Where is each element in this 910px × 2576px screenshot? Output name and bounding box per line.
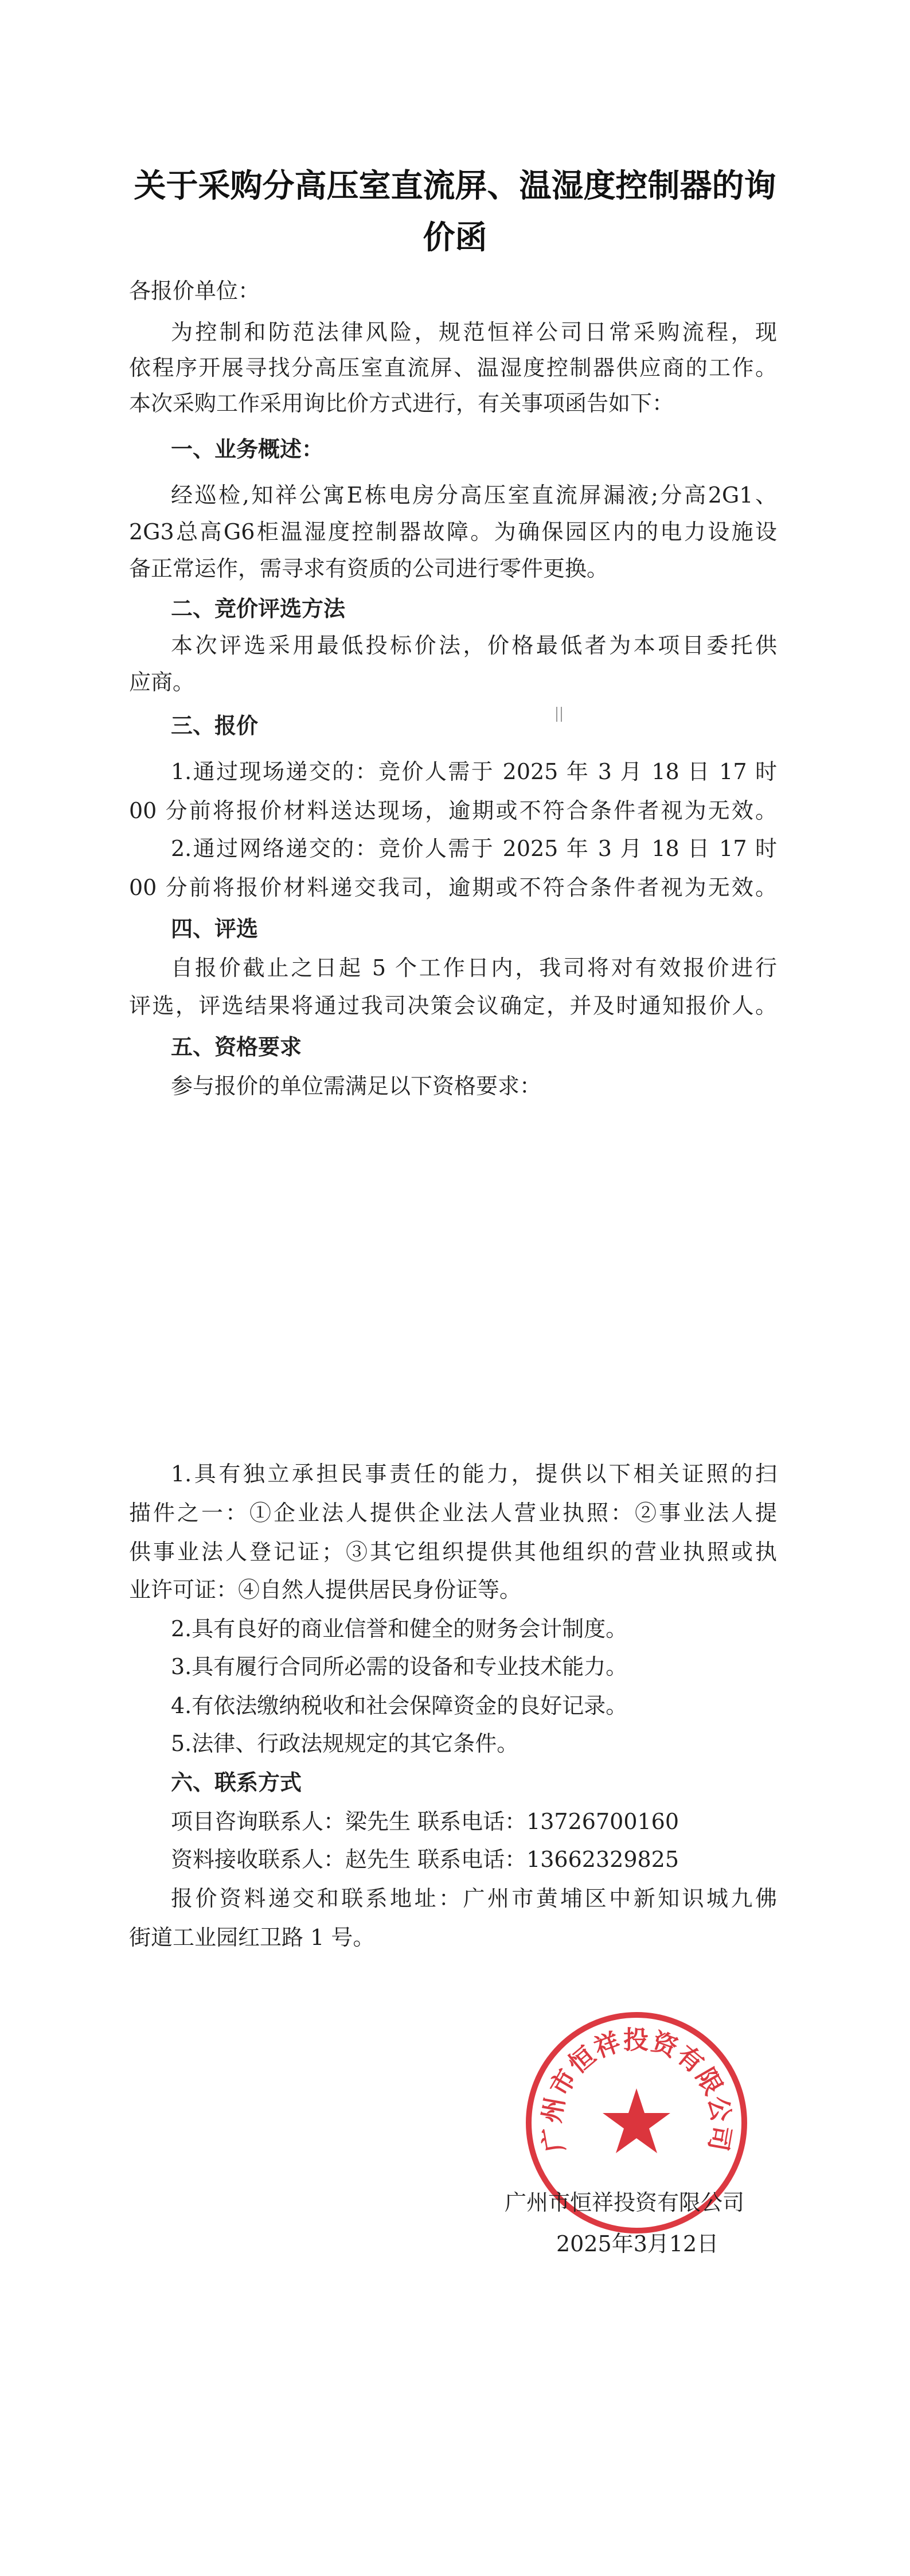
section-2-heading: 二、竞价评选方法 xyxy=(171,596,346,621)
section-1-line: 备正常运作，需寻求有资质的公司进行零件更换。 xyxy=(129,556,609,581)
title-line-2: 价函 xyxy=(423,219,487,256)
section-3-line: 1.通过现场递交的：竞价人需于 2025 年 3 月 18 日 17 时 xyxy=(171,759,777,784)
contact-receiving: 资料接收联系人：赵先生 联系电话：13662329825 xyxy=(171,1847,679,1872)
section-3-line: 00 分前将报价材料送达现场，逾期或不符合条件者视为无效。 xyxy=(129,798,777,823)
section-4-line: 评选，评选结果将通过我司决策会议确定，并及时通知报价人。 xyxy=(129,993,777,1018)
section-5-line: 业许可证：④自然人提供居民身份证等。 xyxy=(129,1577,522,1602)
title-line-1: 关于采购分高压室直流屏、温湿度控制器的询 xyxy=(134,168,776,205)
section-5-line: 描件之一：①企业法人提供企业法人营业执照：②事业法人提 xyxy=(129,1500,777,1526)
section-2-line: 应商。 xyxy=(129,670,195,695)
section-2-line: 本次评选采用最低投标价法，价格最低者为本项目委托供 xyxy=(171,633,777,658)
section-5-line: 1.具有独立承担民事责任的能力，提供以下相关证照的扫 xyxy=(171,1461,777,1487)
contact-address: 报价资料递交和联系地址：广州市黄埔区中新知识城九佛 xyxy=(171,1886,777,1911)
section-5-line: 3.具有履行合同所必需的设备和专业技术能力。 xyxy=(171,1654,628,1679)
contact-inquiry: 项目咨询联系人：梁先生 联系电话：13726700160 xyxy=(171,1809,679,1834)
contact-address-cont: 街道工业园红卫路 1 号。 xyxy=(129,1925,375,1950)
section-6-heading: 六、联系方式 xyxy=(171,1770,302,1795)
section-5-line: 参与报价的单位需满足以下资格要求： xyxy=(171,1073,542,1099)
intro-line: 依程序开展寻找分高压室直流屏、温湿度控制器供应商的工作。 xyxy=(129,355,777,380)
section-5-line: 2.具有良好的商业信誉和健全的财务会计制度。 xyxy=(171,1616,628,1641)
section-4-heading: 四、评选 xyxy=(171,916,259,941)
section-5-line: 4.有依法缴纳税收和社会保障资金的良好记录。 xyxy=(171,1693,628,1718)
intro-line: 为控制和防范法律风险，规范恒祥公司日常采购流程，现 xyxy=(171,320,777,345)
seal-text: 广州市恒祥投资有限公司 xyxy=(537,2025,736,2154)
intro-line: 本次采购工作采用询比价方式进行，有关事项函告如下： xyxy=(129,391,674,416)
section-5-line: 供事业法人登记证；③其它组织提供其他组织的营业执照或执 xyxy=(129,1539,777,1565)
section-4-line: 自报价截止之日起 5 个工作日内，我司将对有效报价进行 xyxy=(171,955,777,980)
seal-star-icon xyxy=(603,2088,670,2153)
section-5-line: 5.法律、行政法规规定的其它条件。 xyxy=(171,1731,519,1756)
section-3-line: 00 分前将报价材料递交我司，逾期或不符合条件者视为无效。 xyxy=(129,875,777,900)
document-title xyxy=(115,161,795,264)
signature-date: 2025年3月12日 xyxy=(556,2231,719,2256)
section-1-line: 2G3总高G6柜温湿度控制器故障。为确保园区内的电力设施设 xyxy=(129,519,777,544)
section-1-line: 经巡检,知祥公寓E栋电房分高压室直流屏漏液;分高2G1、 xyxy=(171,482,777,508)
signature-company: 广州市恒祥投资有限公司 xyxy=(505,2190,745,2215)
section-1-heading: 一、业务概述： xyxy=(171,437,324,462)
addressee: 各报价单位： xyxy=(129,278,260,303)
section-3-heading: 三、报价 xyxy=(171,713,259,738)
section-3-line: 2.通过网络递交的：竞价人需于 2025 年 3 月 18 日 17 时 xyxy=(171,836,777,861)
section-5-heading: 五、资格要求 xyxy=(171,1034,302,1060)
scan-speck xyxy=(556,707,562,722)
